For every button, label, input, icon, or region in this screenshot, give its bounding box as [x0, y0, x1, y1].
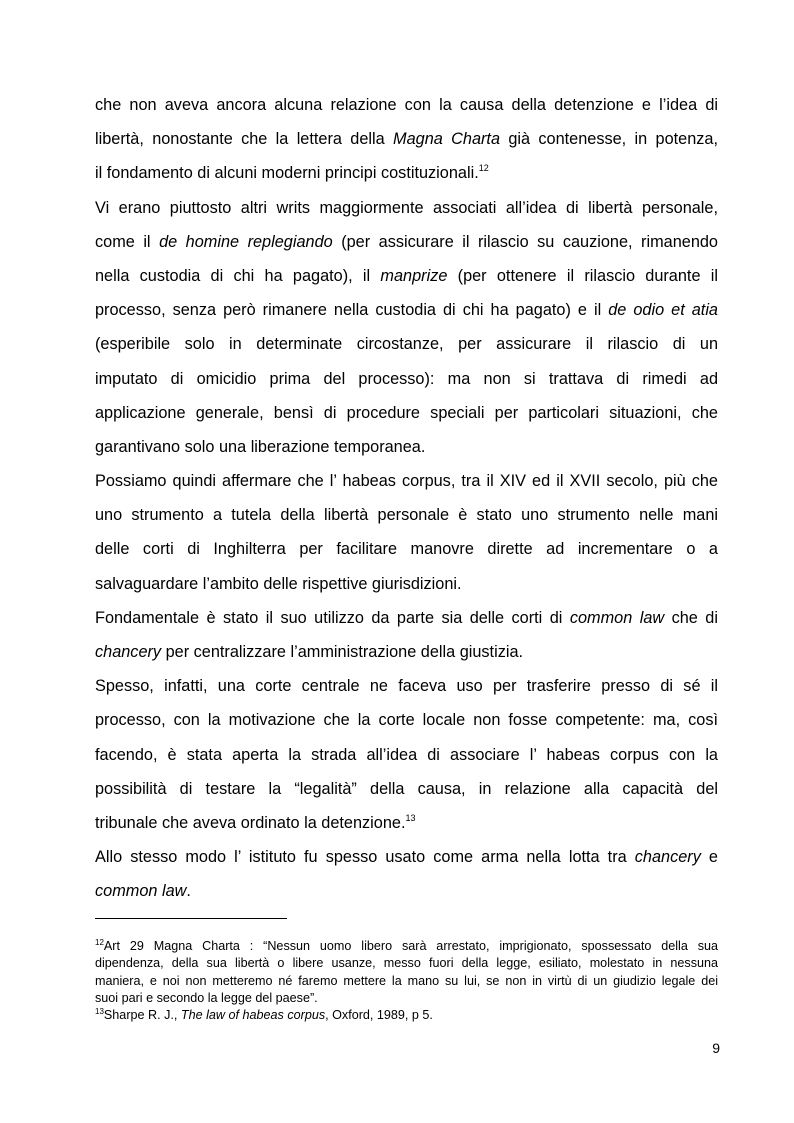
- body-line: possibilità di testare la “legalità” della causa, in relazione alla capacità del: [95, 779, 718, 798]
- body-line: chancery per centralizzare l’amministrazione della giustizia.: [95, 643, 524, 661]
- footnote-ref-12[interactable]: 12: [478, 163, 489, 174]
- italic-term: chancery: [95, 643, 162, 661]
- italic-term: common law: [569, 608, 665, 627]
- body-line: garantivano solo una liberazione temporanea.: [95, 437, 426, 456]
- footnote-12-line: dipendenza, della sua libertà o libere usanze, messo fuori della legge, esiliato, molestato in nessuna: [95, 956, 718, 971]
- footnote-number: 12: [95, 938, 104, 947]
- footnote-ref-13[interactable]: 13: [405, 812, 416, 823]
- body-line: uno strumento a tutela della libertà personale è stato uno strumento nelle mani: [95, 506, 718, 525]
- body-line: processo, senza però rimanere nella custodia di chi ha pagato) e il de odio et atia: [95, 301, 718, 320]
- body-line: Spesso, infatti, una corte centrale ne faceva uso per trasferire presso di sé il: [95, 677, 718, 696]
- italic-term: manprize: [380, 266, 448, 285]
- body-line: libertà, nonostante che la lettera della Magna Charta già contenesse, in potenza,: [95, 130, 718, 149]
- body-line: il fondamento di alcuni moderni principi costituzionali.$^{12}$: [95, 163, 489, 183]
- body-line: salvaguardare l’ambito delle rispettive giurisdizioni.: [95, 574, 462, 593]
- footnote-13: $^{13}$Sharpe R. J., The law of habeas corpus, Oxford, 1989, p 5.: [95, 1007, 433, 1023]
- body-line: Fondamentale è stato il suo utilizzo da parte sia delle corti di common law che di: [95, 608, 718, 627]
- body-line: common law.: [95, 882, 191, 901]
- footnote-12: $^{12}$Art 29 Magna Charta : “Nessun uomo libero sarà arrestato, imprigionato, spossessato della sua: [95, 938, 718, 953]
- footnote-12-line: maniera, e noi non metteremo né faremo mettere la mano su lui, se non in virtù di un giudizio legale dei: [95, 973, 718, 988]
- page-number: 9: [712, 1040, 720, 1056]
- footnote-number: 13: [95, 1007, 104, 1017]
- body-line: facendo, è stata aperta la strada all’idea di associare l’ habeas corpus con la: [95, 745, 718, 764]
- italic-term: chancery: [634, 848, 701, 867]
- italic-term: common law: [95, 882, 187, 901]
- body-line: Vi erano piuttosto altri writs maggiormente associati all’idea di libertà personale,: [95, 198, 718, 217]
- body-text: [95, 88, 718, 909]
- body-line: applicazione generale, bensì di procedure speciali per particolari situazioni, che: [95, 403, 718, 422]
- body-line: Possiamo quindi affermare che l’ habeas corpus, tra il XIV ed il XVII secolo, più che: [95, 472, 718, 491]
- footnotes: [95, 938, 718, 1024]
- body-line: nella custodia di chi ha pagato), il manprize (per ottenere il rilascio durante il: [95, 266, 718, 285]
- body-line: come il de homine replegiando (per assicurare il rilascio su cauzione, rimanendo: [95, 232, 718, 251]
- italic-term: de homine replegiando: [159, 232, 333, 251]
- italic-term: de odio et atia: [608, 301, 718, 320]
- italic-term: Magna Charta: [393, 130, 500, 149]
- body-line: delle corti di Inghilterra per facilitare manovre dirette ad incrementare o a: [95, 540, 718, 559]
- body-line: Allo stesso modo l’ istituto fu spesso usato come arma nella lotta tra chancery e: [95, 848, 718, 867]
- body-line: (esperibile solo in determinate circostanze, per assicurare il rilascio di un: [95, 335, 718, 354]
- body-line: processo, con la motivazione che la corte locale non fosse competente: ma, così: [95, 711, 718, 730]
- footnote-separator: [95, 918, 287, 919]
- body-line: imputato di omicidio prima del processo): ma non si trattava di rimedi ad: [95, 369, 718, 388]
- book-title: The law of habeas corpus: [180, 1008, 326, 1023]
- footnote-12-line: suoi pari e secondo la legge del paese”.: [95, 990, 318, 1005]
- body-line: tribunale che aveva ordinato la detenzione.$^{13}$: [95, 812, 416, 832]
- body-line: che non aveva ancora alcuna relazione con la causa della detenzione e l’idea di: [95, 96, 718, 114]
